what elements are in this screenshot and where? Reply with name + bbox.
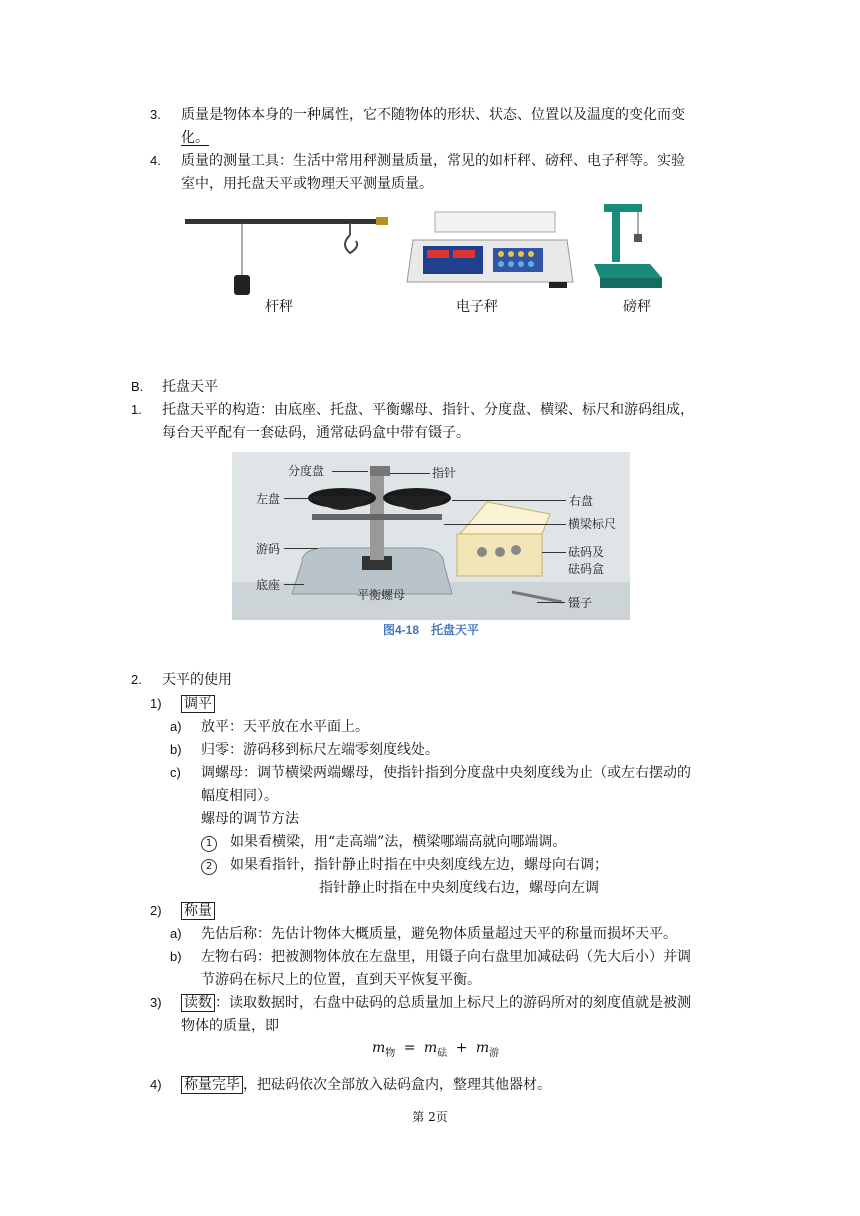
- label-base: 底座: [256, 578, 281, 592]
- page-number: 第 2页: [412, 1110, 448, 1124]
- step-2a-number: a): [170, 926, 182, 941]
- item-4-text: 质量的测量工具：生活中常用秤测量质量，常见的如杆秤、磅秤、电子秤等。实验: [181, 153, 685, 169]
- b2-number: 2.: [131, 672, 142, 687]
- b1-text-cont: 每台天平配有一套砝码，通常砝码盒中带有镊子。: [162, 425, 470, 441]
- nut-method-2-text: 如果看指针，指针静止时指在中央刻度线左边，螺母向右调；: [230, 857, 608, 873]
- step-1b-number: b): [170, 742, 182, 757]
- label-pointer: 指针: [432, 466, 457, 480]
- item-3-text: 质量是物体本身的一种属性，它不随物体的形状、状态、位置以及温度的变化而变: [181, 107, 685, 123]
- step-2b-number: b): [170, 949, 182, 964]
- step-4-number: 4): [150, 1077, 162, 1092]
- step-2a-text: 先估后称：先估计物体大概质量，避免物体质量超过天平的称量而损坏天平。: [201, 926, 677, 942]
- step-1c-text-cont: 幅度相同）。: [201, 788, 278, 804]
- nut-method-2-marker: 2: [201, 853, 217, 877]
- steelyard-image: [180, 205, 400, 305]
- platform-scale-caption: 磅秤: [623, 299, 651, 315]
- label-beam-scale: 横梁标尺: [568, 517, 617, 531]
- mass-formula: $m_物 = m_砝 + m_游$: [372, 1040, 500, 1059]
- item-3-text-cont: 化。: [181, 130, 209, 146]
- nut-method-1-marker: 1: [201, 830, 217, 854]
- label-weights: 砝码及: [568, 545, 605, 559]
- item-4-number: 4.: [150, 153, 161, 168]
- platform-scale-image: [590, 198, 670, 294]
- step-2b-text: 左物右码：把被测物体放在左盘里，用镊子向右盘里加减砝码（先大后小）并调: [201, 949, 691, 965]
- b1-text: 托盘天平的构造：由底座、托盘、平衡螺母、指针、分度盘、横梁、标尺和游码组成，: [162, 402, 694, 418]
- label-right-pan: 右盘: [569, 494, 594, 508]
- b1-number: 1.: [131, 402, 142, 417]
- item-3-number: 3.: [150, 107, 161, 122]
- step-1c-number: c): [170, 765, 181, 780]
- section-b-letter: B.: [131, 379, 144, 394]
- step-2-title: 称量: [181, 901, 215, 921]
- nut-method-1-text: 如果看横梁，用“走高端”法，横梁哪端高就向哪端调。: [230, 834, 567, 850]
- item-4-text-cont: 室中，用托盘天平或物理天平测量质量。: [181, 176, 433, 192]
- figure-caption: 图4-18 托盘天平: [382, 623, 480, 637]
- electronic-scale-caption: 电子秤: [456, 299, 498, 315]
- balance-figure: [232, 452, 630, 642]
- step-1-number: 1): [150, 696, 162, 711]
- label-dividing-plate: 分度盘: [288, 464, 325, 478]
- label-left-pan: 左盘: [256, 492, 281, 506]
- nut-method-2-text-cont: 指针静止时指在中央刻度线右边，螺母向左调: [319, 880, 599, 896]
- step-1c-text: 调螺母：调节横梁两端螺母，使指针指到分度盘中央刻度线为止（或左右摆动的: [201, 765, 691, 781]
- step-3-number: 3): [150, 995, 162, 1010]
- label-balance-nut: 平衡螺母: [357, 588, 406, 602]
- electronic-scale-image: [405, 210, 575, 288]
- label-weight-box: 砝码盒: [568, 562, 605, 576]
- step-1a-number: a): [170, 719, 182, 734]
- label-rider: 游码: [256, 542, 281, 556]
- step-4-text: 称量完毕 ，把砝码依次全部放入砝码盒内，整理其他器材。: [181, 1073, 551, 1097]
- section-b-title: 托盘天平: [162, 379, 218, 395]
- step-1b-text: 归零：游码移到标尺左端零刻度线处。: [201, 742, 439, 758]
- step-1a-text: 放平：天平放在水平面上。: [201, 719, 369, 735]
- steelyard-caption: 杆秤: [265, 299, 293, 315]
- step-3-text-cont: 物体的质量，即: [181, 1018, 279, 1034]
- b2-title: 天平的使用: [162, 672, 232, 688]
- label-tweezers: 镊子: [568, 596, 593, 610]
- step-3-text: 读数 ：读取数据时，右盘中砝码的总质量加上标尺上的游码所对的刻度值就是被测: [181, 991, 691, 1015]
- step-2b-text-cont: 节游码在标尺上的位置，直到天平恢复平衡。: [201, 972, 481, 988]
- step-2-number: 2): [150, 903, 162, 918]
- nut-method-heading: 螺母的调节方法: [201, 811, 299, 827]
- step-1-title: 调平: [181, 694, 215, 714]
